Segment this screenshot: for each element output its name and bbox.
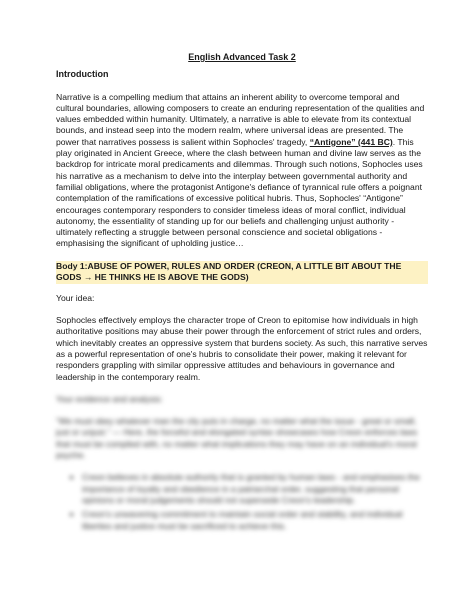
your-idea-label: Your idea:	[56, 292, 95, 303]
antigone-title-reference: “Antigone” (441 BC)	[309, 136, 393, 147]
body-1-heading: Body 1:ABUSE OF POWER, RULES AND ORDER (CREON, A LITTLE BIT ABOUT THE GODS → HE THINKS HE IS ABOVE THE GODS)	[56, 261, 428, 284]
document-content	[56, 52, 428, 535]
introduction-heading: Introduction	[56, 69, 109, 80]
blurred-preview-section	[56, 394, 428, 532]
list-item: • Creon's unwavering commitment to maintain social order and stability, and individual liberties and justice must be sacrificed to achieve this.	[82, 509, 428, 532]
intro-text-part-1: Narrative is a compelling medium that attains an inherent ability to overcome temporal and cultural boundaries, allowing composers to create an enduring representation of the qualities and values embedded within humanity. Ultimately, a narrative is able to elevate from its contextual bounds, and instead seep into the modern realm, where universal ideas are presented. The power that narratives possess is salient within Sophocles' tragedy,	[56, 91, 425, 147]
evidence-label: Your evidence and analysis:	[56, 393, 163, 404]
document-title: English Advanced Task 2	[188, 52, 296, 62]
introduction-paragraph	[56, 92, 428, 250]
blurred-bullet-list	[56, 472, 428, 531]
blurred-evidence-paragraph: “We must obey whatever man the city puts in charge, no matter what the issue - great or small, just or unjust.” — Here, the forceful and elongated syntax showcases how Creon enforces laws that must be complied with, no matter what implications they may have on an individual's moral psyche.	[56, 416, 418, 461]
intro-text-part-2: . This play originated in Ancient Greece, where the clash between human and divine law serves as the backdrop for intricate moral predicaments and dilemmas. Through such notions, Sophocles uses his narrative as a mechanism to delve into the interplay between governmental authority and familial obligations, where the protagonist Antigone's defiance of tyrannical rule offers a poignant contemplation of the ramifications of excessive political hubris. Thus, Sophocles' “Antigone” encourages contemporary responders to consider timeless ideas of moral conflict, individual autonomy, the essentiality of standing up for our beliefs and challenging unjust authority - ultimately reflecting a struggle between personal conscience and societal obligations - emphasising the significant of upholding justice…	[56, 136, 423, 249]
list-item: • Creon believes in absolute authority that is granted by human laws - and emphasises the importance of loyalty and obedience in a patriarchal order, suggesting that personal opinions or moral judgements should not supersede Creon's leadership.	[82, 472, 428, 506]
idea-paragraph: Sophocles effectively employs the character trope of Creon to epitomise how individuals in high authoritative positions may abuse their power through the enforcement of strict rules and orders, which inevitably creates an oppressive system that burdens society. As such, this narrative serves as a powerful representation of one's hubris to consolidate their power, making it relevant for responders grappling with similar oppressive attitudes and behaviours in governance and leadership in the contemporary realm.	[56, 315, 428, 382]
